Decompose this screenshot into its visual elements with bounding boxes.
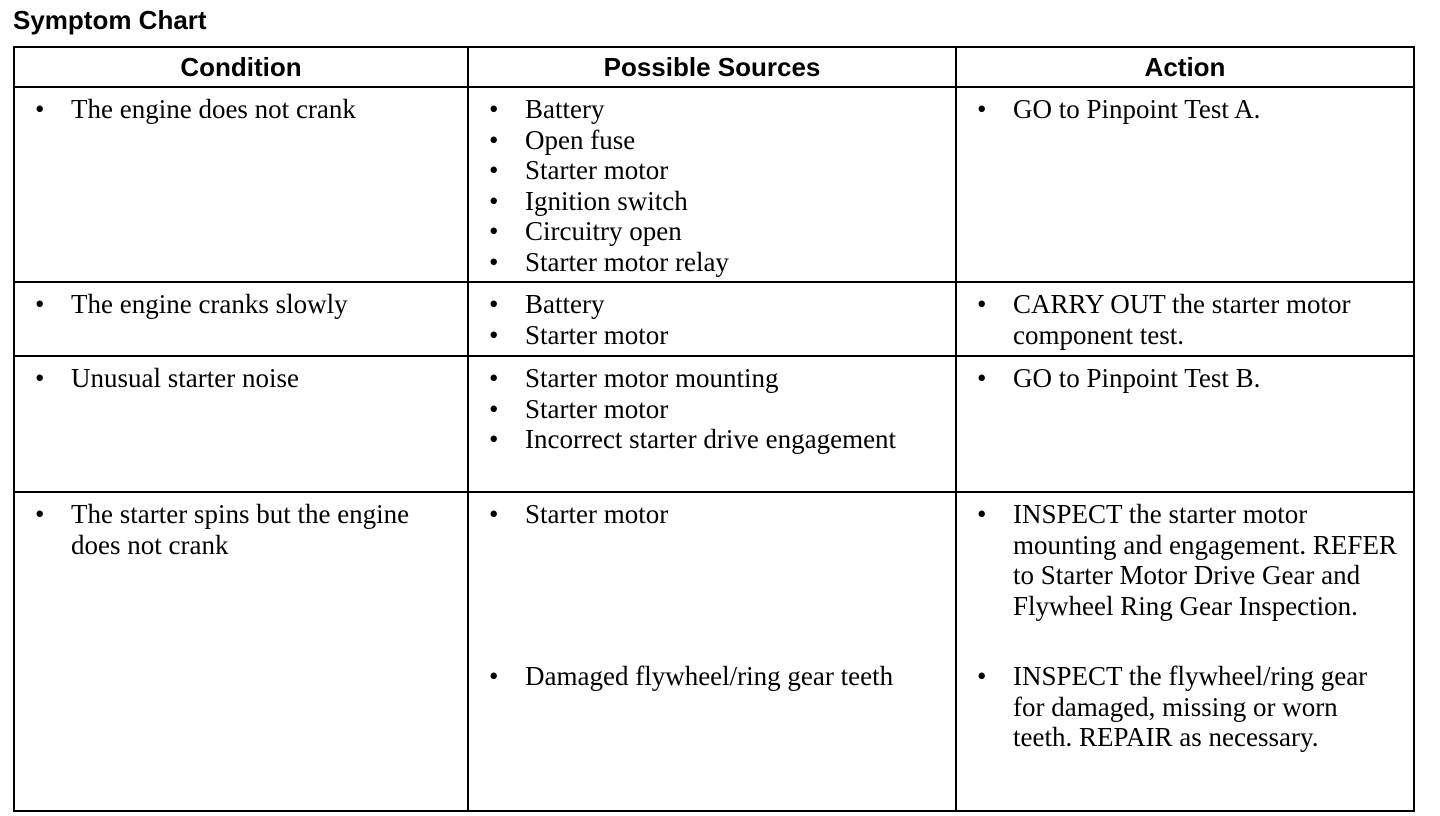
action-item: • CARRY OUT the starter motor component test. bbox=[967, 289, 1403, 350]
sources-cell bbox=[468, 356, 956, 492]
source-item: • Circuitry open bbox=[479, 216, 945, 247]
source-item: • Starter motor bbox=[479, 155, 945, 186]
condition-text: • The engine cranks slowly bbox=[25, 289, 457, 320]
sources-cell bbox=[468, 87, 956, 282]
table-row bbox=[14, 356, 1414, 492]
source-item: • Starter motor bbox=[479, 394, 945, 425]
source-item: • Ignition switch bbox=[479, 186, 945, 217]
sources-cell bbox=[468, 492, 956, 811]
action-cell bbox=[956, 87, 1414, 282]
page-title: Symptom Chart bbox=[13, 5, 207, 35]
header-possible-sources: Possible Sources bbox=[468, 47, 956, 87]
condition-text: • The starter spins but the engine does not crank bbox=[25, 499, 457, 560]
action-cell bbox=[956, 492, 1414, 811]
symptom-chart-table bbox=[13, 46, 1415, 812]
source-item: • Incorrect starter drive engagement bbox=[479, 424, 945, 455]
condition-cell bbox=[14, 87, 468, 282]
source-item: • Starter motor relay bbox=[479, 247, 945, 278]
source-item: • Battery bbox=[479, 289, 945, 320]
action-item: • GO to Pinpoint Test A. bbox=[967, 94, 1403, 125]
action-item: • INSPECT the starter motor mounting and engagement. REFER to Starter Motor Drive Gear and Flywheel Ring Gear Inspection. bbox=[967, 499, 1403, 621]
header-row bbox=[14, 47, 1414, 87]
source-item: • Battery bbox=[479, 94, 945, 125]
sources-cell bbox=[468, 282, 956, 356]
table-row bbox=[14, 282, 1414, 356]
condition-cell bbox=[14, 356, 468, 492]
source-item: • Open fuse bbox=[479, 125, 945, 156]
action-cell bbox=[956, 282, 1414, 356]
source-item: • Starter motor bbox=[479, 320, 945, 351]
condition-cell bbox=[14, 282, 468, 356]
action-item: • INSPECT the flywheel/ring gear for damaged, missing or worn teeth. REPAIR as necessary. bbox=[967, 661, 1403, 753]
condition-text: • The engine does not crank bbox=[25, 94, 457, 125]
header-action: Action bbox=[956, 47, 1414, 87]
condition-cell bbox=[14, 492, 468, 811]
table-row bbox=[14, 492, 1414, 811]
source-item: • Starter motor mounting bbox=[479, 363, 945, 394]
source-item: • Damaged flywheel/ring gear teeth bbox=[479, 661, 945, 692]
header-condition: Condition bbox=[14, 47, 468, 87]
table-row bbox=[14, 87, 1414, 282]
source-item: • Starter motor bbox=[479, 499, 945, 530]
action-item: • GO to Pinpoint Test B. bbox=[967, 363, 1403, 394]
condition-text: • Unusual starter noise bbox=[25, 363, 457, 394]
action-cell bbox=[956, 356, 1414, 492]
